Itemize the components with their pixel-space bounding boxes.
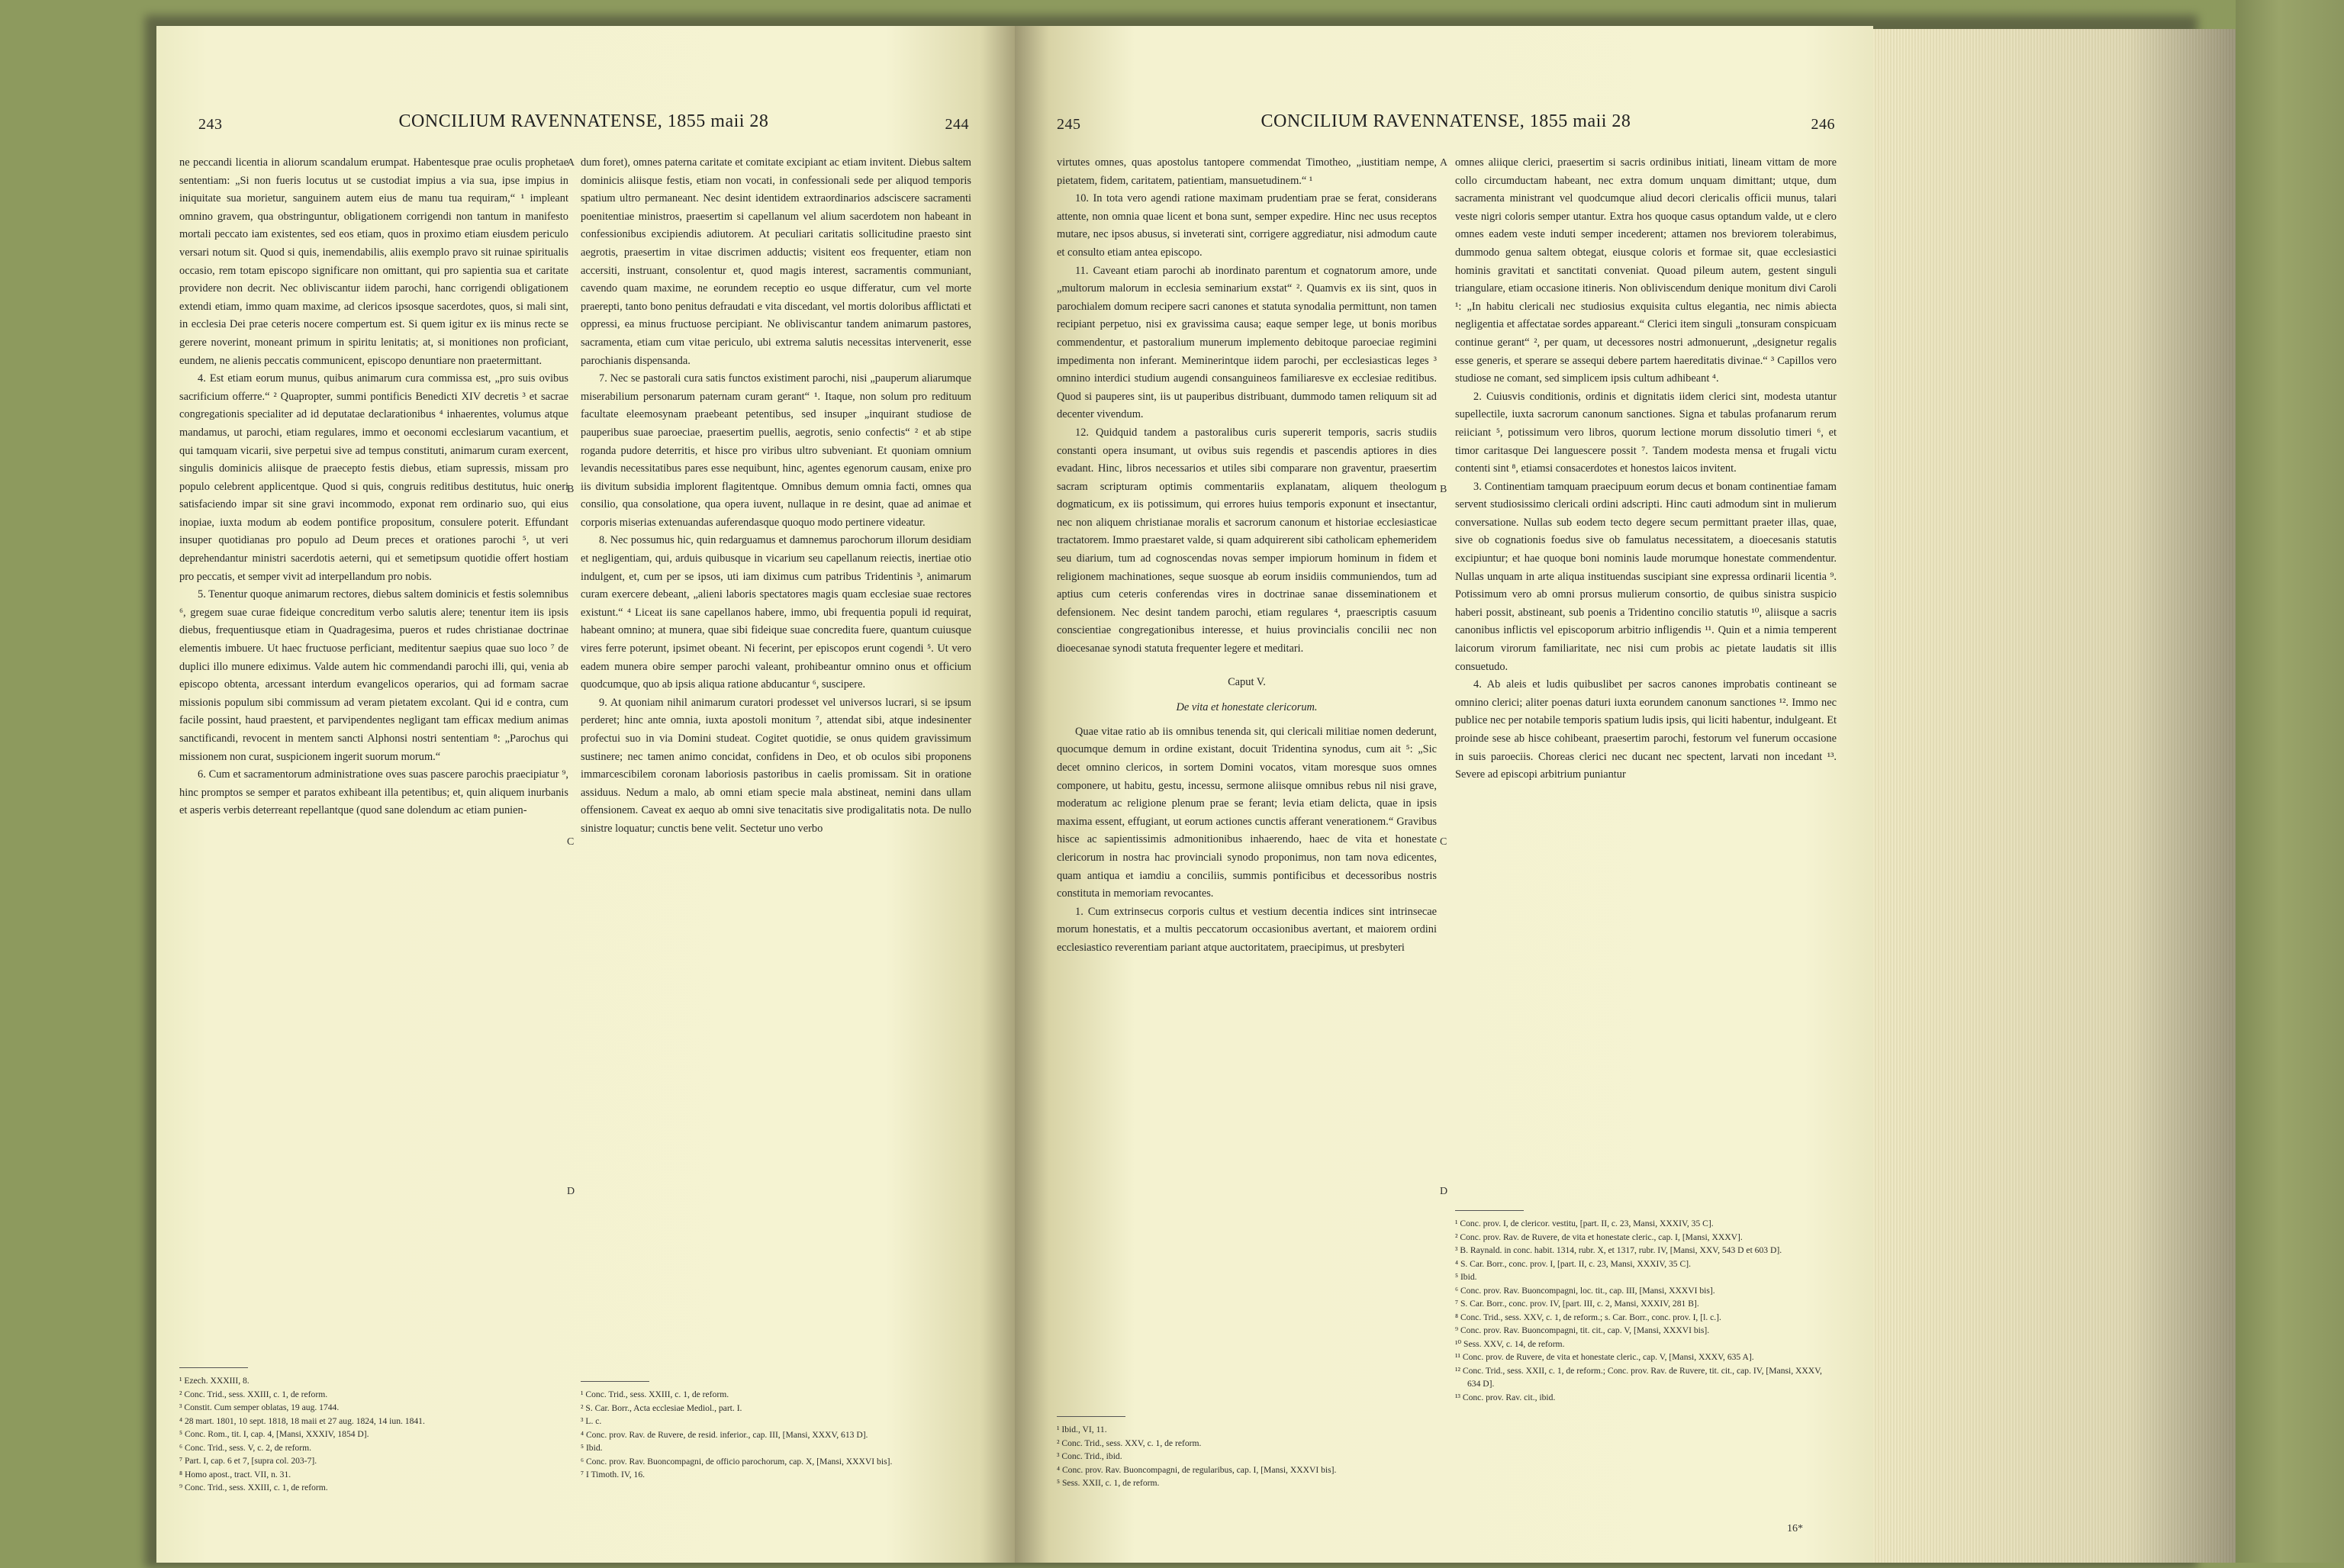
left-column-1 bbox=[179, 154, 568, 820]
footnote: ⁴ 28 mart. 1801, 10 sept. 1818, 18 maii et 27 aug. 1824, 14 iun. 1841. bbox=[179, 1415, 425, 1426]
footnote: ⁸ Conc. Trid., sess. XXV, c. 1, de reform.; s. Car. Borr., conc. prov. I, [l. c.]. bbox=[1455, 1312, 1721, 1322]
left-column-2 bbox=[581, 154, 971, 839]
footnote: ⁶ Conc. Trid., sess. V, c. 2, de reform. bbox=[179, 1442, 312, 1453]
margin-letter: B bbox=[1440, 484, 1447, 495]
footnote-rule bbox=[179, 1367, 248, 1368]
footnote: ² Conc. Trid., sess. XXIII, c. 1, de reform. bbox=[179, 1389, 328, 1399]
footnote: ² Conc. prov. Rav. de Ruvere, de vita et honestate cleric., cap. I, [Mansi, XXXV]. bbox=[1455, 1232, 1743, 1242]
paragraph: 7. Nec se pastorali cura satis functos existiment parochi, nisi „pauperum aliarumque miserabilium personarum paternam curam gerant“ ¹. Itaque, non solum pro redituum facultate eleemosynam praebeant petentibus, sed insuper „inquirant studiose de pauperibus suae paroeciae, praesertim puellis, aegrotis, senio confectis“ ² et ab stipe roganda pudore deterritis, et hisce pro viribus ultro subveniant. Et quoniam omnium levandis necessitatibus pares esse nequibunt, hinc, agentes egenorum causam, enixe pro iis divitum subsidia implorent flagitentque. Omnibus demum omnia facti, omnes qua consilio, qua consolatione, qua opera iuvent, nullaque in re desint, quae ad animae et corporis miserias extenuandas auferendasque quoquo modo pertinere videatur. bbox=[581, 372, 971, 529]
footnote: ³ Conc. Trid., ibid. bbox=[1057, 1451, 1122, 1461]
paragraph: 8. Nec possumus hic, quin redarguamus et damnemus parochorum illorum desidiam et negligentiam, qui, arduis quibusque in vicarium seu capellanum reiectis, inertiae otio indulgent, et, cum per se ipsos, uti iam diximus cum patribus Tridentinis ³, animarum curam exercere debeant, „alieni laboris spectatores magis quam ecclesiae suae rectores existunt.“ ⁴ Liceat iis sane capellanos habere, immo, ubi frequentia populi id requirat, habeant omnino; at munera, quae sibi fideique suae concredita fuere, quantum cuiusque vires ferre poterunt, ipsimet obeant. Ni fecerint, per episcopos erunt cogendi ⁵. Ut vero eadem munera obire semper parochi valeant, prohibeantur omnino onus et officium quodcumque, quo ab ipsis aliqua ratione abducantur ⁶, suscipere. bbox=[581, 534, 971, 691]
right-column-2-footnotes bbox=[1455, 1210, 1837, 1404]
footnote: ¹³ Conc. prov. Rav. cit., ibid. bbox=[1455, 1392, 1556, 1402]
footnote: ² Conc. Trid., sess. XXV, c. 1, de reform. bbox=[1057, 1438, 1202, 1448]
margin-letter: D bbox=[567, 1186, 575, 1197]
footnote: ⁷ S. Car. Borr., conc. prov. IV, [part. III, c. 2, Mansi, XXXIV, 281 B]. bbox=[1455, 1299, 1699, 1309]
paragraph: virtutes omnes, quas apostolus tantopere commendat Timotheo, „iustitiam nempe, pietatem, fidem, caritatem, patientiam, mansuetudinem.“ ¹ bbox=[1057, 156, 1437, 187]
paragraph: 5. Tenentur quoque animarum rectores, diebus saltem dominicis et festis solemnibus ⁶, gregem suae curae fideique concreditum verbo salutis alere; tenentur item iis ipsis diebus, frequentiusque etiam in Quadragesima, pueros et rudes christianae doctrinae elementis imbuere. Ut haec fructuose perficiant, meditentur saepius quae suo loco ⁷ de duplici illo munere ediximus. Valde autem hic commendandi parochi illi, qui, venia ab episcopo obtenta, arcessant interdum evangelicos operarios, qui ad formam sacrae missionis populum sibi commissum ad veram pietatem excolant. Qui id e contra, cum facile possint, haud praestent, et parvipendentes negligant tam efficax medium animas sanctificandi, revocent in mentem sancti Alphonsi nostri sententiam ⁸: „Parochus qui missionem non curat, suspicionem ingerit suorum morum.“ bbox=[179, 588, 568, 763]
left-running-title: CONCILIUM RAVENNATENSE, 1855 maii 28 bbox=[398, 111, 769, 131]
right-column-1-footnotes bbox=[1057, 1416, 1437, 1490]
footnote: ¹ Conc. Trid., sess. XXIII, c. 1, de reform. bbox=[581, 1389, 729, 1399]
paragraph: 10. In tota vero agendi ratione maximam prudentiam prae se ferat, considerans attente, non omnia quae licent et bona sunt, semper expedire. Hinc nec usus receptos mutare, nec ipsos abusus, si inveterati sint, corrigere aggrediatur, nisi admodum caute et consulto etiam antea episcopo. bbox=[1057, 192, 1437, 259]
left-running-head bbox=[198, 111, 969, 139]
footnote: ¹⁰ Sess. XXV, c. 14, de reform. bbox=[1455, 1338, 1565, 1349]
left-column-2-footnotes bbox=[581, 1381, 971, 1482]
footnote: ⁹ Conc. prov. Rav. Buoncompagni, tit. cit., cap. V, [Mansi, XXXVI bis]. bbox=[1455, 1325, 1710, 1335]
right-column-2 bbox=[1455, 154, 1837, 784]
chapter-heading: Caput V. bbox=[1228, 675, 1266, 688]
footnote: ⁹ Conc. Trid., sess. XXIII, c. 1, de reform. bbox=[179, 1483, 328, 1492]
footnote: ² S. Car. Borr., Acta ecclesiae Mediol., part. I. bbox=[581, 1402, 742, 1413]
footnote: ¹ Ezech. XXXIII, 8. bbox=[179, 1376, 250, 1386]
footnote: ³ Constit. Cum semper oblatas, 19 aug. 1744. bbox=[179, 1402, 340, 1412]
paragraph: 9. At quoniam nihil animarum curatori prodesset vel universos lucrari, si se ipsum perderet; hinc ante omnia, iuxta apostoli monitum ⁷, attendat sibi, atque indesinenter profectui suo in via Domini studeat. Cogitet quotidie, se onus quidem gravissimum sustinere; nec tamen animo concidat, confidens in Deo, et ob oculos sibi proponens immarcescibilem coronam laboriosis pastoribus in caelis promissam. Sit in oratione assiduus. Nedum a malo, ab omni etiam specie mala abstineat, nemini dans ullam offensionem. Caveat ex aequo ab omni sive tenacitatis sive prodigalitatis nota. De nullo sinistre loquatur; cunctis bene velit. Sectetur uno verbo bbox=[581, 696, 971, 835]
footnote: ⁵ Ibid. bbox=[1455, 1272, 1477, 1282]
footnote: ⁶ Conc. prov. Rav. Buoncompagni, loc. tit., cap. III, [Mansi, XXXVI bis]. bbox=[1455, 1285, 1715, 1296]
paragraph: 1. Cum extrinsecus corporis cultus et vestium decentia indices sint intrinsecae morum honestatis, et a multis peccatorum occasionibus avertant, et maiorem ordini ecclesiastico reverentiam pariant atque auctoritatem, praecipimus, ut presbyteri bbox=[1057, 905, 1437, 954]
paragraph: omnes aliique clerici, praesertim si sacris ordinibus initiati, lineam vittam de more collo circumductam habeant, nec extra domum unquam dimittant; utque, dum sacramenta ministrant vel quodcumque aliud decori clericalis officii munus, talari veste nigri coloris semper utantur. Extra hos quoque casus optandum valde, ut e clero omnes eadem veste induti semper incederent; attamen nos breviorem tolerabimus, dummodo genua saltem obtegat, eiusque coloris et formae sit, quae ecclesiastici hominis gravitati et sanctitati conveniat. Quoad pileum autem, gestent singuli triangulare, etiam occasione itineris. Non obliviscendum denique monitum divi Caroli ¹: „In habitu clericali nec studiosius exquisita cultus elegantia, nec nimis abiecta negligentia et affectatae sordes appareant.“ Clerici item singuli „tonsuram conspicuam continue gerant“ ², per quam, ut decessores nostri admonuerunt, „designetur regalis esse generis, et sperare se assequi debere partem haereditatis divinae.“ ³ Capillos vero studiose ne comant, sed simplicem ipsis cultum adhibeant ⁴. bbox=[1455, 156, 1837, 385]
footnote: ⁵ Conc. Rom., tit. I, cap. 4, [Mansi, XXXIV, 1854 D]. bbox=[179, 1429, 369, 1439]
footnote: ¹ Conc. prov. I, de clericor. vestitu, [part. II, c. 23, Mansi, XXXIV, 35 C]. bbox=[1455, 1219, 1714, 1228]
right-running-title: CONCILIUM RAVENNATENSE, 1855 maii 28 bbox=[1261, 111, 1631, 131]
footnote: ⁷ I Timoth. IV, 16. bbox=[581, 1470, 646, 1479]
footnote-rule bbox=[1057, 1416, 1125, 1417]
footnote: ⁵ Ibid. bbox=[581, 1443, 603, 1453]
paragraph: Quae vitae ratio ab iis omnibus tenenda sit, qui clericali militiae nomen dederunt, quocumque demum in ordine existant, docuit Tridentina synodus, cum ait ⁵: „Sic decet omnino clericos, in sortem Domini vocatos, vitam moresque suos omnes componere, ut habitu, gestu, incessu, sermone aliisque omnibus rebus nil nisi grave, moderatum ac religione plenum prae se ferant; levia etiam delicta, quae in ipsis maxima essent, effugiant, ut eorum actiones cunctis afferant venerationem.“ Gravibus hisce ac sapientissimis admonitionibus inhaerendo, haec de vita et honestate clericorum in nostra hac provinciali synodo proponimus, non tam nova edicentes, quam antiqua et iamdiu a conciliis, summis pontificibus et decessoribus nostris constituta in memoriam revocantes. bbox=[1057, 725, 1437, 900]
footnote: ⁷ Part. I, cap. 6 et 7, [supra col. 203-7]. bbox=[179, 1456, 317, 1466]
footnote: ¹² Conc. Trid., sess. XXII, c. 1, de reform.; Conc. prov. Rav. de Ruvere, tit. cit., cap. IV, [Mansi, XXXV, 634 D]. bbox=[1455, 1365, 1822, 1389]
footnote: ⁵ Sess. XXII, c. 1, de reform. bbox=[1057, 1478, 1160, 1488]
footnote: ⁴ S. Car. Borr., conc. prov. I, [part. II, c. 23, Mansi, XXXIV, 35 C]. bbox=[1455, 1258, 1691, 1269]
margin-letter: C bbox=[567, 836, 575, 848]
right-column-1 bbox=[1057, 154, 1437, 958]
margin-letter: C bbox=[1440, 836, 1447, 848]
paragraph: 11. Caveant etiam parochi ab inordinato parentum et cognatorum amore, unde „multorum malorum in ecclesia seminarium exstat“ ². Quamvis ex iis sint, quos in parochialem domum recipere sacri canones et statuta synodalia permittunt, non tamen recipiant perpetuo, nisi ex gravissima causa; eaque semper lege, ut bonis moribus commendentur, et pastoralium munerum implemento debitoque paroeciae regimini impedimenta non inferant. Meminerintque iidem parochi, per ecclesiasticas leges ³ omnino interdici studium augendi consanguineos familiaresve ex ecclesiae reditibus. Quod si pauperes sint, iis ut pauperibus distribuant, dummodo tamen reliquum sit ad decenter vivendum. bbox=[1057, 264, 1437, 421]
paragraph: 3. Continentiam tamquam praecipuum eorum decus et bonam continentiae famam servent studiosissimo clericali ordini adscripti. Hinc cauti admodum sint in mulierum conversatione. Nullas sub eodem tecto degere secum permittant praeter illas, quae, sive ob cognationis foedus sive ob famulatus necessitatem, a dioecesanis statutis excipiuntur; et hae quoque boni nominis laude morumque honestate commendentur. Nullas unquam in arte aliqua instituendas suscipiant sine expressa ordinarii licentia ⁹. Potissimum vero ab omni prorsus mulierum consortio, de quibus sinistra suspicio haberi possit, abstineant, sub poenis a Tridentino concilio statutis ¹⁰, aliisque a sacris canonibus inflictis vel episcoporum arbitrio infligendis ¹¹. Quin et a nimia temperent laicorum virorum familiaritate, nec nisi cum probis ac pietate laudatis sit illis consuetudo. bbox=[1455, 480, 1837, 673]
right-page-number-a: 245 bbox=[1057, 116, 1081, 133]
footnote-rule bbox=[1455, 1210, 1524, 1211]
right-page-number-b: 246 bbox=[1811, 116, 1835, 133]
left-page bbox=[156, 26, 1015, 1563]
margin-letter: A bbox=[1440, 157, 1448, 169]
signature-mark: 16* bbox=[1787, 1523, 1803, 1534]
book-cover-edge bbox=[2236, 0, 2344, 1563]
footnote: ³ B. Raynald. in conc. habit. 1314, rubr. X, et 1317, rubr. IV, [Mansi, XXV, 543 D et 603 D]. bbox=[1455, 1245, 1782, 1255]
footnote: ⁶ Conc. prov. Rav. Buoncompagni, de officio parochorum, cap. X, [Mansi, XXXVI bis]. bbox=[581, 1456, 893, 1467]
margin-letter: A bbox=[567, 157, 575, 169]
margin-letter: B bbox=[567, 484, 575, 495]
paragraph: 6. Cum et sacramentorum administratione oves suas pascere parochis praecipiatur ⁹, hinc promptos se semper et paratos exhibeant illa petentibus; et, quin aliquem inurbanis et asperis verbis deterreant repellantque (quod sane dolendum ac etiam punien- bbox=[179, 768, 568, 817]
footnote: ⁴ Conc. prov. Rav. de Ruvere, de resid. inferior., cap. III, [Mansi, XXXV, 613 D]. bbox=[581, 1429, 868, 1440]
left-page-number-b: 244 bbox=[945, 116, 969, 133]
footnote: ³ L. c. bbox=[581, 1416, 602, 1426]
right-page bbox=[1015, 26, 1873, 1563]
paragraph: 4. Est etiam eorum munus, quibus animarum cura commissa est, „pro suis ovibus sacrificium offerre.“ ² Quapropter, summi pontificis Benedicti XIV decretis ³ et sacrae congregationis specialiter ad id deputatae declarationibus ⁴ inhaerentes, volumus atque mandamus, ut parochi, etiam regulares, immo et oeconomi ecclesiarum vacantium, et qui tamquam vicarii, sive perpetui sive ad tempus constituti, animarum curam exercent, singulis dominicis aliisque de praecepto festis diebus, etiam supressis, missam pro populo celebrent applicentque. Quod si quis, congruis reditibus destitutus, huic oneri satisfaciendo impar sit sine gravi incommodo, exponat rem ordinario suo, qui eius inopiae, iuxta modum ab eodem pontifice propositum, consulere poterit. Effundant insuper quotidianas pro populo ad Deum preces et orationes parochi ⁵, ut veri deprehendantur ministri sacerdotis aeterni, qui et semetipsum quotidie offert hostiam pro peccatis, et semper vivit ad interpellandum pro nobis. bbox=[179, 372, 568, 583]
right-running-head bbox=[1057, 111, 1835, 139]
footnote: ¹¹ Conc. prov. de Ruvere, de vita et honestate cleric., cap. V, [Mansi, XXXV, 635 A]. bbox=[1455, 1352, 1754, 1362]
footnote: ⁴ Conc. prov. Rav. Buoncompagni, de regularibus, cap. I, [Mansi, XXXVI bis]. bbox=[1057, 1464, 1337, 1475]
footnote-rule bbox=[581, 1381, 649, 1382]
left-column-1-footnotes bbox=[179, 1367, 568, 1495]
paragraph: dum foret), omnes paterna caritate et comitate excipiant ac etiam invitent. Diebus saltem dominicis aliisque festis, etiam non vocati, in confessionali sede per aliquod temporis spatium ultro permaneant. Nec desint identidem extraordinarios adsciscere sacramenti poenitentiae ministros, praesertim si capellanum vel alium sacerdotem non habeant in confessionibus excipiendis adiutorem. At peculiari caritatis sollicitudine praesto sint aegrotis, praesertim in vitae discrimen adductis; visitent eos frequenter, etiam non accersiti, instruant, consolentur et, quod magis interest, sacramentis communiant, cavendo quam maxime, ne eorundem receptio eo usque differatur, cum vel morte praerepti, tanto bono penitus defraudati e vita discedant, vel mortis doloribus afflictati et oppressi, ea minus fructuose percipiant. Ne obliviscantur tandem animarum pastores, sacramenta, etiam cum vitae periculo, ubi extrema salutis necessitas intervenerit, esse parochianis dispensanda. bbox=[581, 156, 971, 367]
paragraph: 12. Quidquid tandem a pastoralibus curis supererit temporis, sacris studiis constanti opera insumant, ut ovibus suis regendis et pascendis aptiores in dies evadant. Hinc, libros necessarios et utiles sibi comparare non graventur, praesertim sacram scripturam optimis commentariis explanatam, aliquem theologum dogmaticum, ex iis potissimum, qui errores huius temporis exponunt et insectantur, nec non aliquem christianae moralis et sacrorum canonum et historiae ecclesiasticae tractatorem. Immo praestaret valde, si quam adquirerent sibi catholicam ephemeridem seu diarium, tum ad cognoscendas novas semper impiorum hominum in fidem et religionem machinationes, seque suosque ab eorum insidiis communiendos, tum ad aptius cum ceteris conferendas vires in doctrinae sanae disseminationem et defensionem. Nec desint tandem parochi, etiam regulares ⁴, praescriptis casuum conscientiae congregationibus interesse, et huius provincialis concilii nec non dioecesanae synodi statuta frequenter legere et meditari. bbox=[1057, 426, 1437, 655]
left-page-number-a: 243 bbox=[198, 116, 223, 133]
paragraph: ne peccandi licentia in aliorum scandalum erumpat. Habentesque prae oculis prophetae sententiam: „Si non fueris locutus ut se custodiat impius a via sua, ipse impius in iniquitate sua morietur, sanguinem autem eius de manu tua requiram,“ ¹ impleant omnino gravem, qua obstringuntur, obligationem corrigendi non tantum in manifesto mortali peccato iam existentes, sed eos etiam, quos in proximo etiam eiusdem periculo versari notum sit. Quod si quis, inemendabilis, aliis exemplo pravo sit ruinae spiritualis occasio, rem totam episcopo significare non omittant, qui pro sapientia sua et caritate providere non decrit. Nec obliviscantur iidem parochi, hanc corrigendi obligationem extendi etiam, immo quam maxime, ad clericos ipsosque sacerdotes, quos, si mali sint, in ecclesia Dei prae ceteris nocere compertum est. Si quem igitur ex iis minus recte se gerere noverint, moneant primum in spiritu lenitatis; at, si monitiones non proficiant, eundem, ne alienis peccatis communicent, episcopo denuntiare non praetermittant. bbox=[179, 156, 568, 367]
margin-letter: D bbox=[1440, 1186, 1448, 1197]
fore-edge-shade bbox=[1873, 29, 2236, 1563]
footnote: ⁸ Homo apost., tract. VII, n. 31. bbox=[179, 1469, 291, 1479]
footnote: ¹ Ibid., VI, 11. bbox=[1057, 1425, 1107, 1434]
paragraph: 2. Cuiusvis conditionis, ordinis et dignitatis iidem clerici sint, modesta utantur supellectile, iuxta sacrorum canonum sanctiones. Signa et tabulas profanarum rerum reiiciant ⁵, potissimum vero libros, quorum lectione morum dissolutio timeri ⁶, et timor caritasque Dei languescere possit ⁷. Tandem modesta mensa et frugali victu contenti sint ⁸, etiamsi consacerdotes et honestos laicos invitent. bbox=[1455, 390, 1837, 475]
chapter-title: De vita et honestate clericorum. bbox=[1176, 701, 1318, 714]
paragraph: 4. Ab aleis et ludis quibuslibet per sacros canones improbatis contineant se omnino clerici; aliter poenas daturi iuxta eorundem canonum sanctiones ¹². Immo nec publice nec per notabile temporis spatium ludis ipsis, qui liciti habentur, indulgeant. Et proinde sese ab hisce cohibeant, praesertim parochi, festorum vel funerum occasione in suis paroeciis. Choreas clerici nec ducant nec spectent, larvati non incedant ¹³. Severe ad episcopi arbitrium puniantur bbox=[1455, 678, 1837, 781]
